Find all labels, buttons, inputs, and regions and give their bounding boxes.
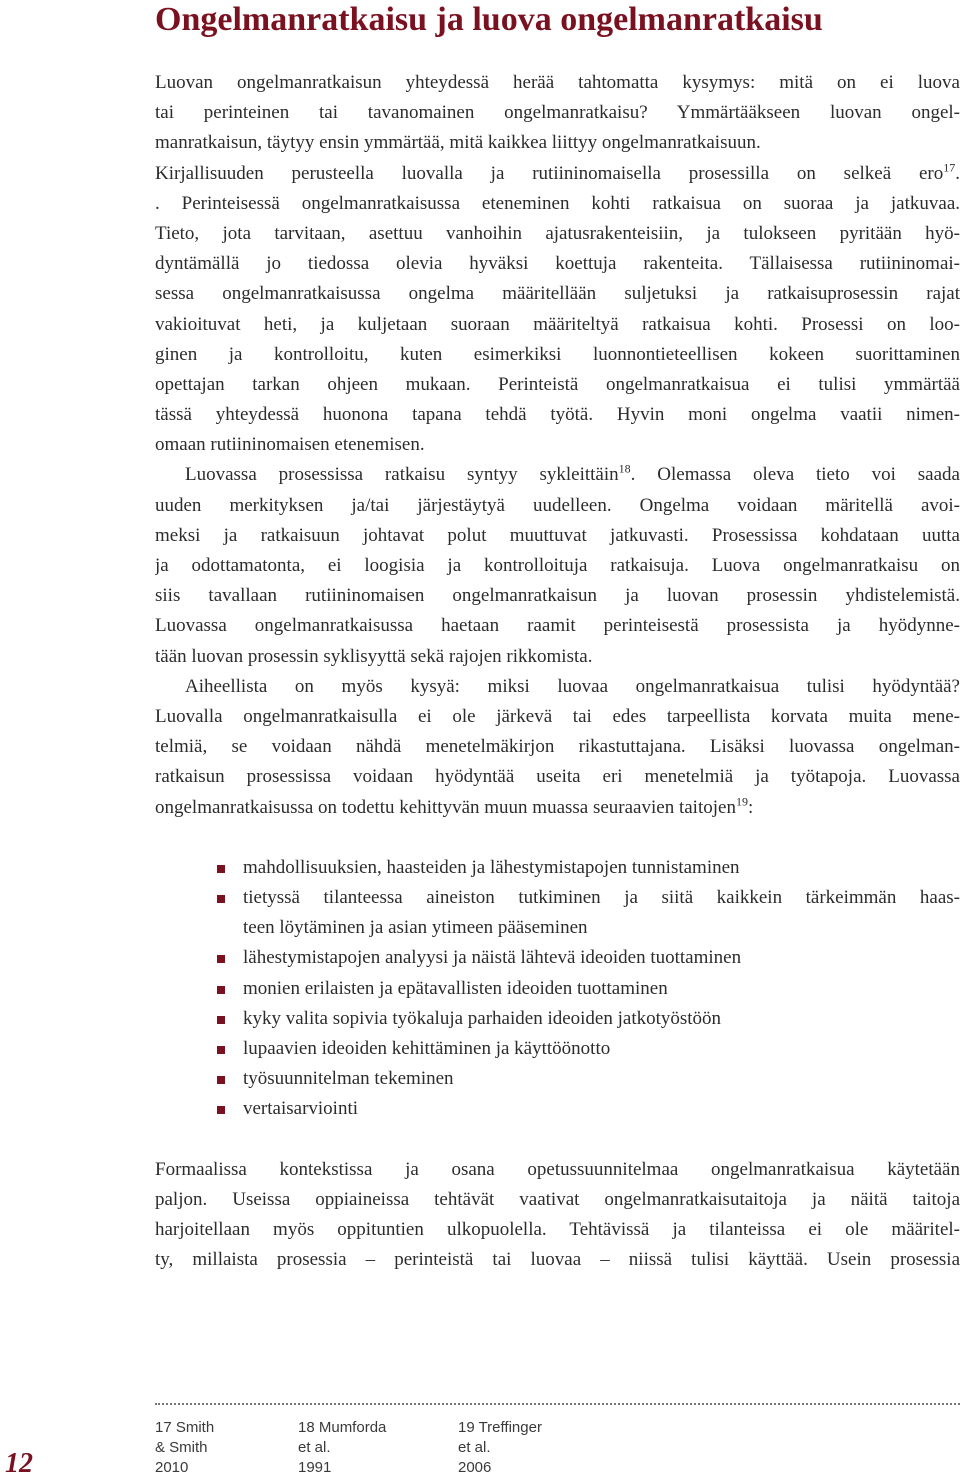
footnote	[458, 1418, 542, 1478]
text-line: dyntämällä jo tiedossa olevia hyväksi koettuja rakenteita. Tällaisessa rutiininomai-	[155, 253, 960, 275]
bullet-item	[155, 883, 960, 913]
text-fragment: :	[747, 796, 754, 818]
bullet-square-icon	[217, 1016, 225, 1024]
text-line: ginen ja kontrolloitu, kuten esimerkiksi luonnontieteellisen kokeen suorittaminen	[155, 343, 960, 365]
bullet-square-icon	[217, 865, 225, 873]
text-line: Luovassa ongelmanratkaisussa haetaan raamit perinteisestä prosessista ja hyödynne-	[155, 615, 960, 637]
bullet-square-icon	[217, 895, 225, 903]
bullet-text: lupaavien ideoiden kehittäminen ja käyttöönotto	[243, 1038, 611, 1059]
footnote-line: 2006	[458, 1459, 492, 1476]
text-line	[155, 793, 960, 823]
bullet-item	[155, 1064, 960, 1094]
text-line: ratkaisun prosessissa voidaan hyödyntää useita eri menetelmiä ja työtapoja. Luovassa	[155, 766, 960, 788]
bullet-square-icon	[217, 986, 225, 994]
text-line: meksi ja ratkaisuun johtavat polut muuttuvat jatkuvasti. Prosessissa kohdataan uutta	[155, 524, 960, 546]
bullet-item-continuation	[155, 913, 960, 943]
bullet-text: tietyssä tilanteessa aineiston tutkiminen ja siitä kaikkein tärkeimmän haas-	[243, 887, 960, 909]
footnote-line: 1991	[298, 1459, 332, 1476]
text-fragment: ongelmanratkaisussa on todettu kehittyvän muun muassa seuraavien taitojen	[155, 796, 736, 818]
footnote-ref: 18	[618, 462, 631, 477]
bullet-item	[155, 943, 960, 973]
text-line	[155, 460, 960, 490]
bullet-text: monien erilaisten ja epätavallisten ideoiden tuottaminen	[243, 977, 668, 999]
footnote-line: 17 Smith	[155, 1419, 215, 1436]
text-line: manratkaisun, täytyy ensin ymmärtää, mitä kaikkea liittyy ongelmanratkaisuun.	[155, 132, 761, 154]
bullet-item	[155, 1004, 960, 1034]
footnote-line: et al.	[458, 1439, 491, 1456]
text-line: opettajan tarkan ohjeen mukaan. Perinteistä ongelmanratkaisua ei tulisi ymmärtää	[155, 373, 960, 395]
text-line: paljon. Useissa oppiaineissa tehtävät vaativat ongelmanratkaisutaitoja ja näitä taitoja	[155, 1188, 960, 1210]
footnote-ref: 17	[943, 160, 956, 175]
bullet-square-icon	[217, 1076, 225, 1084]
text-line: ty, millaista prosessia – perinteistä tai luovaa – niissä tulisi käyttää. Usein prosessia	[155, 1249, 960, 1271]
page-title: Ongelmanratkaisu ja luova ongelmanratkaisu	[155, 1, 823, 38]
bullet-text: vertaisarviointi	[243, 1098, 359, 1120]
footnote	[298, 1418, 386, 1478]
body-text	[155, 68, 960, 1276]
bullet-text: lähestymistapojen analyysi ja näistä lähtevä ideoiden tuottaminen	[243, 947, 742, 969]
text-line: Luovan ongelmanratkaisun yhteydessä herää tahtomatta kysymys: mitä on ei luova	[155, 72, 960, 93]
text-line: ja odottamatonta, ei loogisia ja kontrolloituja ratkaisuja. Luova ongelmanratkaisu on	[155, 555, 960, 576]
footnote-line: 2010	[155, 1459, 189, 1476]
bullet-item	[155, 853, 960, 883]
text-line: vakioituvat heti, ja kuljetaan suoraan määriteltyä ratkaisua kohti. Prosessi on loo-	[155, 313, 960, 335]
bullet-item	[155, 1094, 960, 1124]
footnote-line: & Smith	[155, 1439, 208, 1456]
text-line: . Perinteisessä ongelmanratkaisussa eteneminen kohti ratkaisua on suoraa ja jatkuvaa.	[155, 192, 960, 214]
text-fragment: Luovassa prosessissa ratkaisu syntyy sykleittäin	[185, 464, 619, 486]
text-fragment: Kirjallisuuden perusteella luovalla ja rutiininomaisella prosessilla on selkeä ero	[155, 162, 944, 184]
text-line: omaan rutiininomaisen etenemisen.	[155, 434, 425, 456]
bullet-text: työsuunnitelman tekeminen	[243, 1068, 454, 1090]
text-fragment: .	[955, 162, 960, 184]
text-line: harjoitellaan myös oppituntien ulkopuolella. Tehtävissä ja tilanteissa ei ole määritel-	[155, 1219, 960, 1241]
text-line: tai perinteinen tai tavanomainen ongelmanratkaisu? Ymmärtääkseen luovan ongel-	[155, 102, 960, 124]
page-number: 12	[5, 1448, 33, 1479]
text-line: Aiheellista on myös kysyä: miksi luovaa ongelmanratkaisua tulisi hyödyntää?	[185, 675, 960, 697]
text-line: Luovalla ongelmanratkaisulla ei ole järkevä tai edes tarpeellista korvata muita mene-	[155, 705, 960, 727]
footnote-ref: 19	[735, 794, 748, 809]
footnote-line: 18 Mumforda	[298, 1419, 387, 1436]
text-line: uuden merkityksen ja/tai järjestäytyä uudelleen. Ongelma voidaan märitellä avoi-	[155, 494, 960, 516]
footnote-divider	[155, 1403, 960, 1405]
text-line: sessa ongelmanratkaisussa ongelma määritellään suljetuksi ja ratkaisuprosessin rajat	[155, 283, 960, 305]
spacer	[155, 1125, 960, 1155]
text-line: Tieto, jota tarvitaan, asettuu vanhoihin ajatusrakenteisiin, ja tulokseen pyritään hyö-	[155, 222, 960, 244]
spacer	[155, 823, 960, 853]
bullet-item	[155, 1034, 960, 1064]
bullet-square-icon	[217, 1106, 225, 1114]
bullet-item	[155, 974, 960, 1004]
footnote-line: et al.	[298, 1439, 331, 1456]
bullet-text: teen löytäminen ja asian ytimeen pääseminen	[243, 917, 588, 939]
bullet-square-icon	[217, 1046, 225, 1054]
bullet-text: kyky valita sopivia työkaluja parhaiden ideoiden jatkotyöstöön	[243, 1007, 722, 1029]
text-line	[155, 159, 960, 189]
footnote	[155, 1418, 214, 1478]
text-line: Formaalissa kontekstissa ja osana opetussuunnitelmaa ongelmanratkaisua käytetään	[155, 1158, 960, 1180]
text-line: tään luovan prosessin syklisyyttä sekä rajojen rikkomista.	[155, 645, 593, 667]
text-line: tässä yhteydessä huonona tapana tehdä työtä. Hyvin moni ongelma vaatii nimen-	[155, 404, 960, 426]
text-line: siis tavallaan rutiininomaisen ongelmanratkaisun ja luovan prosessin yhdistelemistä.	[155, 585, 960, 607]
bullet-square-icon	[217, 955, 225, 963]
bullet-text: mahdollisuuksien, haasteiden ja lähestymistapojen tunnistaminen	[243, 856, 740, 878]
text-line: telmiä, se voidaan nähdä menetelmäkirjon rikastuttajana. Lisäksi luovassa ongelman-	[155, 736, 960, 758]
footnote-line: 19 Treffinger	[458, 1419, 542, 1436]
text-fragment: . Olemassa oleva tieto voi saada	[630, 464, 960, 486]
